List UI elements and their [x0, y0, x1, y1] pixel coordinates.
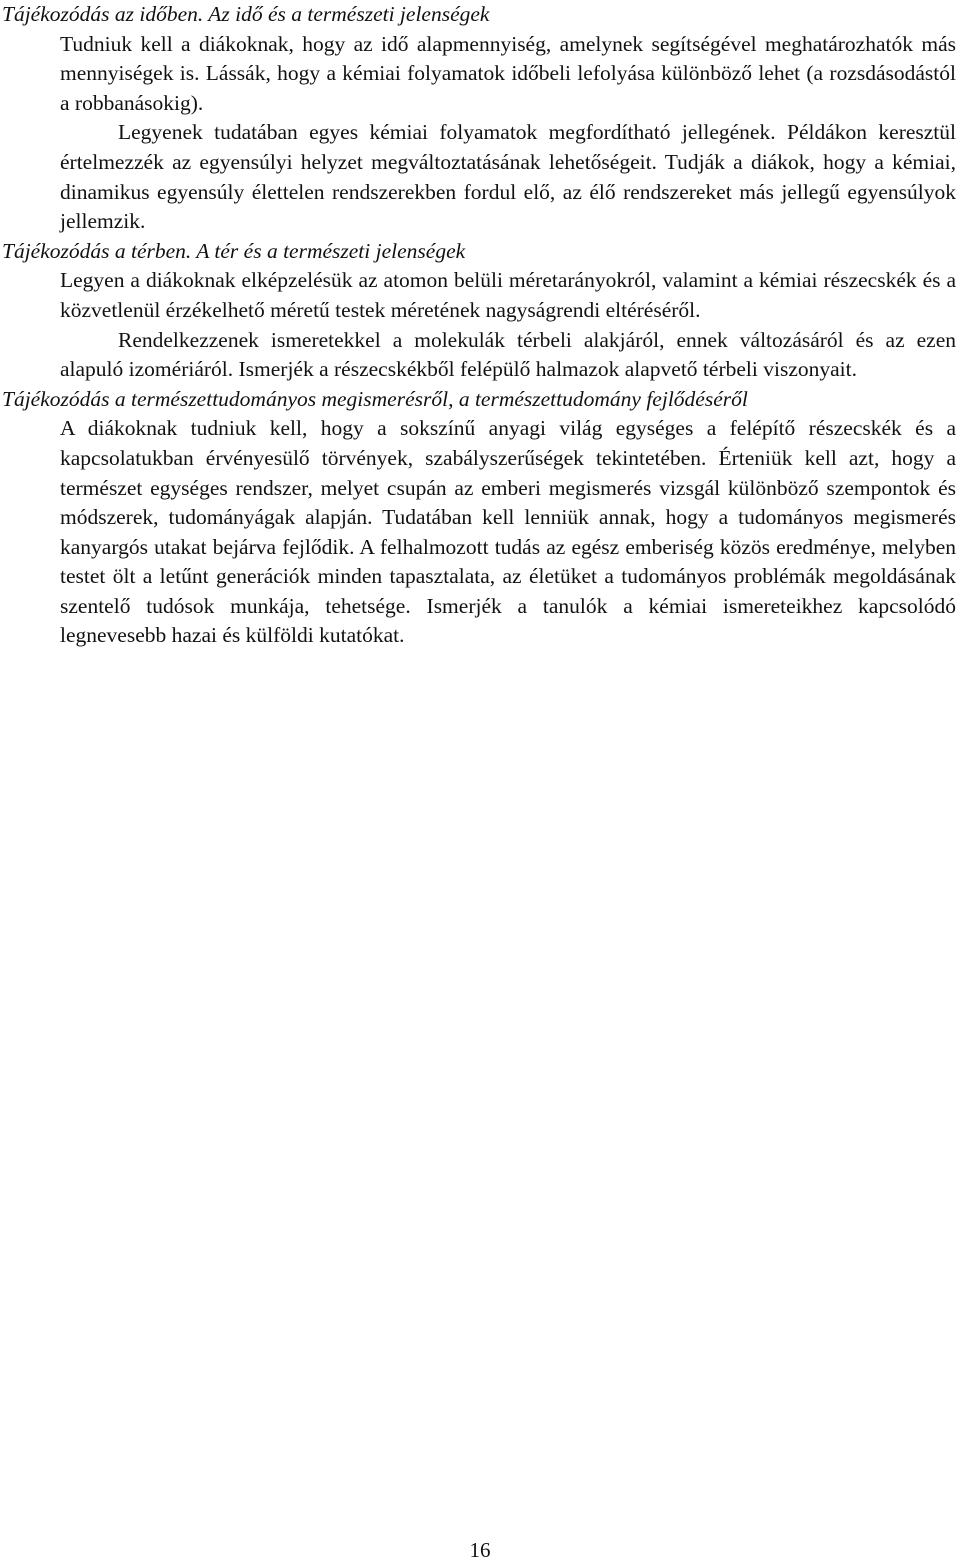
- paragraph: Rendelkezzenek ismeretekkel a molekulák térbeli alakjáról, ennek változásáról és az ezen alapuló izomériáról. Ismerjék a részecskékből felépülő halmazok alapvető térbeli viszonyait.: [60, 327, 956, 382]
- section-heading: Tájékozódás a térben. A tér és a természeti jelenségek: [2, 238, 466, 263]
- page-number: 16: [469, 1538, 491, 1562]
- paragraph: A diákoknak tudniuk kell, hogy a sokszínű anyagi világ egységes a felépítő részecskék és a kapcsolatukban érvényesülő törvények, szabályszerűségek tekintetében. Érteniük kell azt, hogy a természet egységes rendszer, melyet csupán az emberi megismerés vizsgál különböző szempontok és módszerek, tudományágak alapján. Tudatában kell lenniük annak, hogy a tudományos megismerés kanyargós utakat bejárva fejlődik. A felhalmozott tudás az egész emberiség közös eredménye, melyben testet ölt a letűnt generációk minden tapasztalata, az életüket a tudományos problémák megoldásának szentelő tudósok munkája, tehetsége. Ismerjék a tanulók a kémiai ismereteikhez kapcsolódó legnevesebb hazai és külföldi kutatókat.: [60, 416, 956, 648]
- paragraph: Legyenek tudatában egyes kémiai folyamatok megfordítható jellegének. Példákon keresztül értelmezzék az egyensúlyi helyzet megváltoztatásának lehetőségeit. Tudják a diákok, hogy a kémiai, dinamikus egyensúly élettelen rendszerekben fordul elő, az élő rendszereket más jellegű egyensúlyok jellemzik.: [60, 120, 956, 234]
- paragraph: Tudniuk kell a diákoknak, hogy az idő alapmennyiség, amelynek segítségével meghatározhatók más mennyiségek is. Lássák, hogy a kémiai folyamatok időbeli lefolyása különböző lehet (a rozsdásodástól a robbanásokig).: [60, 31, 956, 115]
- section-time: [2, 0, 956, 237]
- section-science: [2, 385, 956, 651]
- section-heading: Tájékozódás az időben. Az idő és a természeti jelenségek: [2, 2, 490, 26]
- section-heading: Tájékozódás a természettudományos megismerésről, a természettudomány fejlődéséről: [2, 386, 748, 411]
- paragraph: Legyen a diákoknak elképzelésük az atomon belüli méretarányokról, valamint a kémiai részecskék és a közvetlenül érzékelhető méretű testek méretének nagyságrendi eltéréséről.: [60, 268, 956, 322]
- section-space: [2, 237, 956, 385]
- document-body: [2, 0, 956, 651]
